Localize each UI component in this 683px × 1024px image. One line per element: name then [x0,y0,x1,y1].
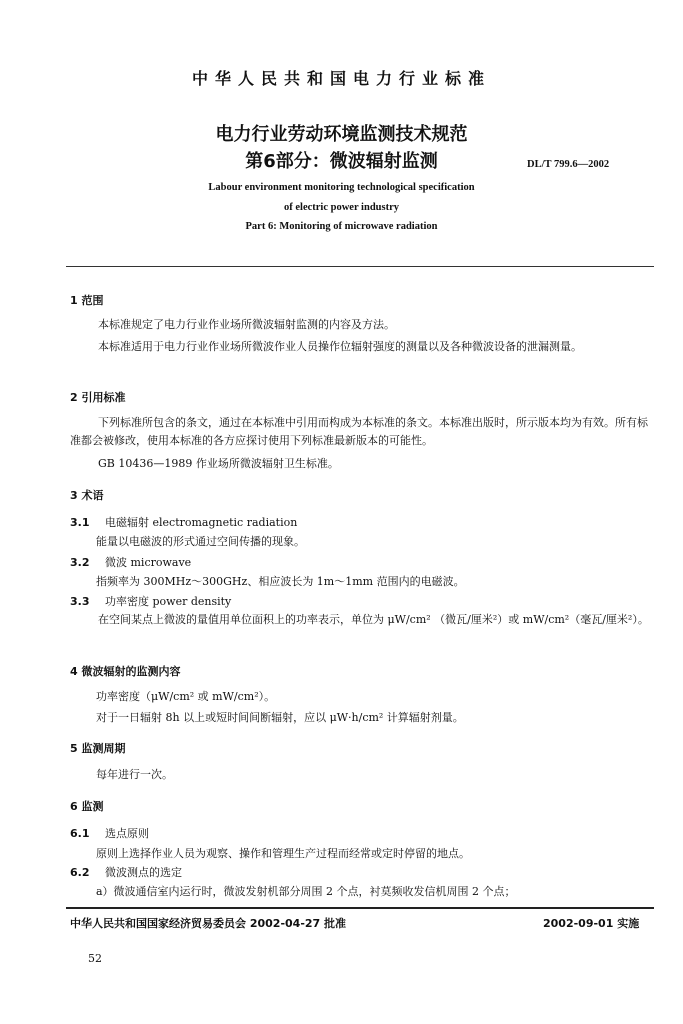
header-divider [66,266,654,267]
clause-6-1 [70,825,149,841]
section-1-paragraph-2: 本标准适用于电力行业作业场所微波作业人员操作位辐射强度的测量以及各种微波设备的泄漏测量。 [98,340,582,353]
section-5-title: 5 监测周期 [70,742,126,755]
term-3-2-label: 微波 microwave [105,556,192,569]
clause-6-1-label: 选点原则 [105,827,149,840]
clause-6-2-text: a）微波通信室内运行时，微波发射机部分周围 2 个点，衬莫频收发信机周围 2 个点； [96,885,516,898]
section-1-paragraph-1: 本标准规定了电力行业作业场所微波辐射监测的内容及方法。 [98,318,395,331]
term-3-3 [70,593,231,609]
clause-6-2-label: 微波测点的选定 [105,866,182,879]
section-3-title: 3 术语 [70,489,104,502]
section-2-title: 2 引用标准 [70,391,126,404]
section-2-reference: GB 10436—1989 作业场所微波辐射卫生标准。 [98,457,339,470]
english-title-line1: Labour environment monitoring technological specification [208,182,475,193]
term-3-2-definition: 指频率为 300MHz～300GHz、相应波长为 1m～1mm 范围内的电磁波。 [96,575,465,588]
term-3-1-definition: 能量以电磁波的形式通过空间传播的现象。 [96,535,305,548]
term-3-1-number: 3.1 [70,516,90,529]
standard-part-title: 第6部分：微波辐射监测 [245,151,438,172]
term-3-2 [70,554,191,570]
section-4-title: 4 微波辐射的监测内容 [70,665,181,678]
standard-code: DL/T 799.6—2002 [527,159,610,170]
approval-statement: 中华人民共和国国家经济贸易委员会 2002-04-27 批准 [70,917,347,930]
english-title-line2: of electric power industry [284,202,399,213]
term-3-1-label: 电磁辐射 electromagnetic radiation [105,516,298,529]
term-3-3-definition: 在空间某点上微波的量值用单位面积上的功率表示，单位为 μW/cm² （微瓦/厘米²）或 mW/cm²（毫瓦/厘米²）。 [98,613,649,626]
standard-title: 电力行业劳动环境监测技术规范 [215,124,468,145]
clause-6-2 [70,864,182,880]
term-3-3-number: 3.3 [70,595,90,608]
clause-6-2-number: 6.2 [70,866,90,879]
section-4-paragraph-2: 对于一日辐射 8h 以上或短时间间断辐射，应以 μW·h/cm² 计算辐射剂量。 [96,711,464,724]
clause-6-1-text: 原则上选择作业人员为观察、操作和管理生产过程而经常或定时停留的地点。 [96,847,470,860]
footer-divider [66,907,654,909]
section-4-paragraph-1: 功率密度（μW/cm² 或 mW/cm²）。 [96,690,276,703]
term-3-1 [70,514,297,530]
section-2-paragraph-1: 下列标准所包含的条文，通过在本标准中引用而构成为本标准的条文。本标准出版时，所示版本均为有效。所有标准都会被修改，使用本标准的各方应探讨使用下列标准最新版本的可能性。 [70,416,648,447]
section-5-paragraph-1: 每年进行一次。 [96,768,173,781]
section-6-title: 6 监测 [70,800,104,813]
term-3-3-label: 功率密度 power density [105,595,232,608]
implementation-date: 2002-09-01 实施 [543,917,640,930]
section-1-title: 1 范围 [70,294,104,307]
clause-6-1-number: 6.1 [70,827,90,840]
page-number: 52 [88,952,102,965]
english-title-line3: Part 6: Monitoring of microwave radiation [245,221,438,232]
term-3-2-number: 3.2 [70,556,90,569]
issuing-body-heading: 中华人民共和国电力行业标准 [191,69,491,88]
